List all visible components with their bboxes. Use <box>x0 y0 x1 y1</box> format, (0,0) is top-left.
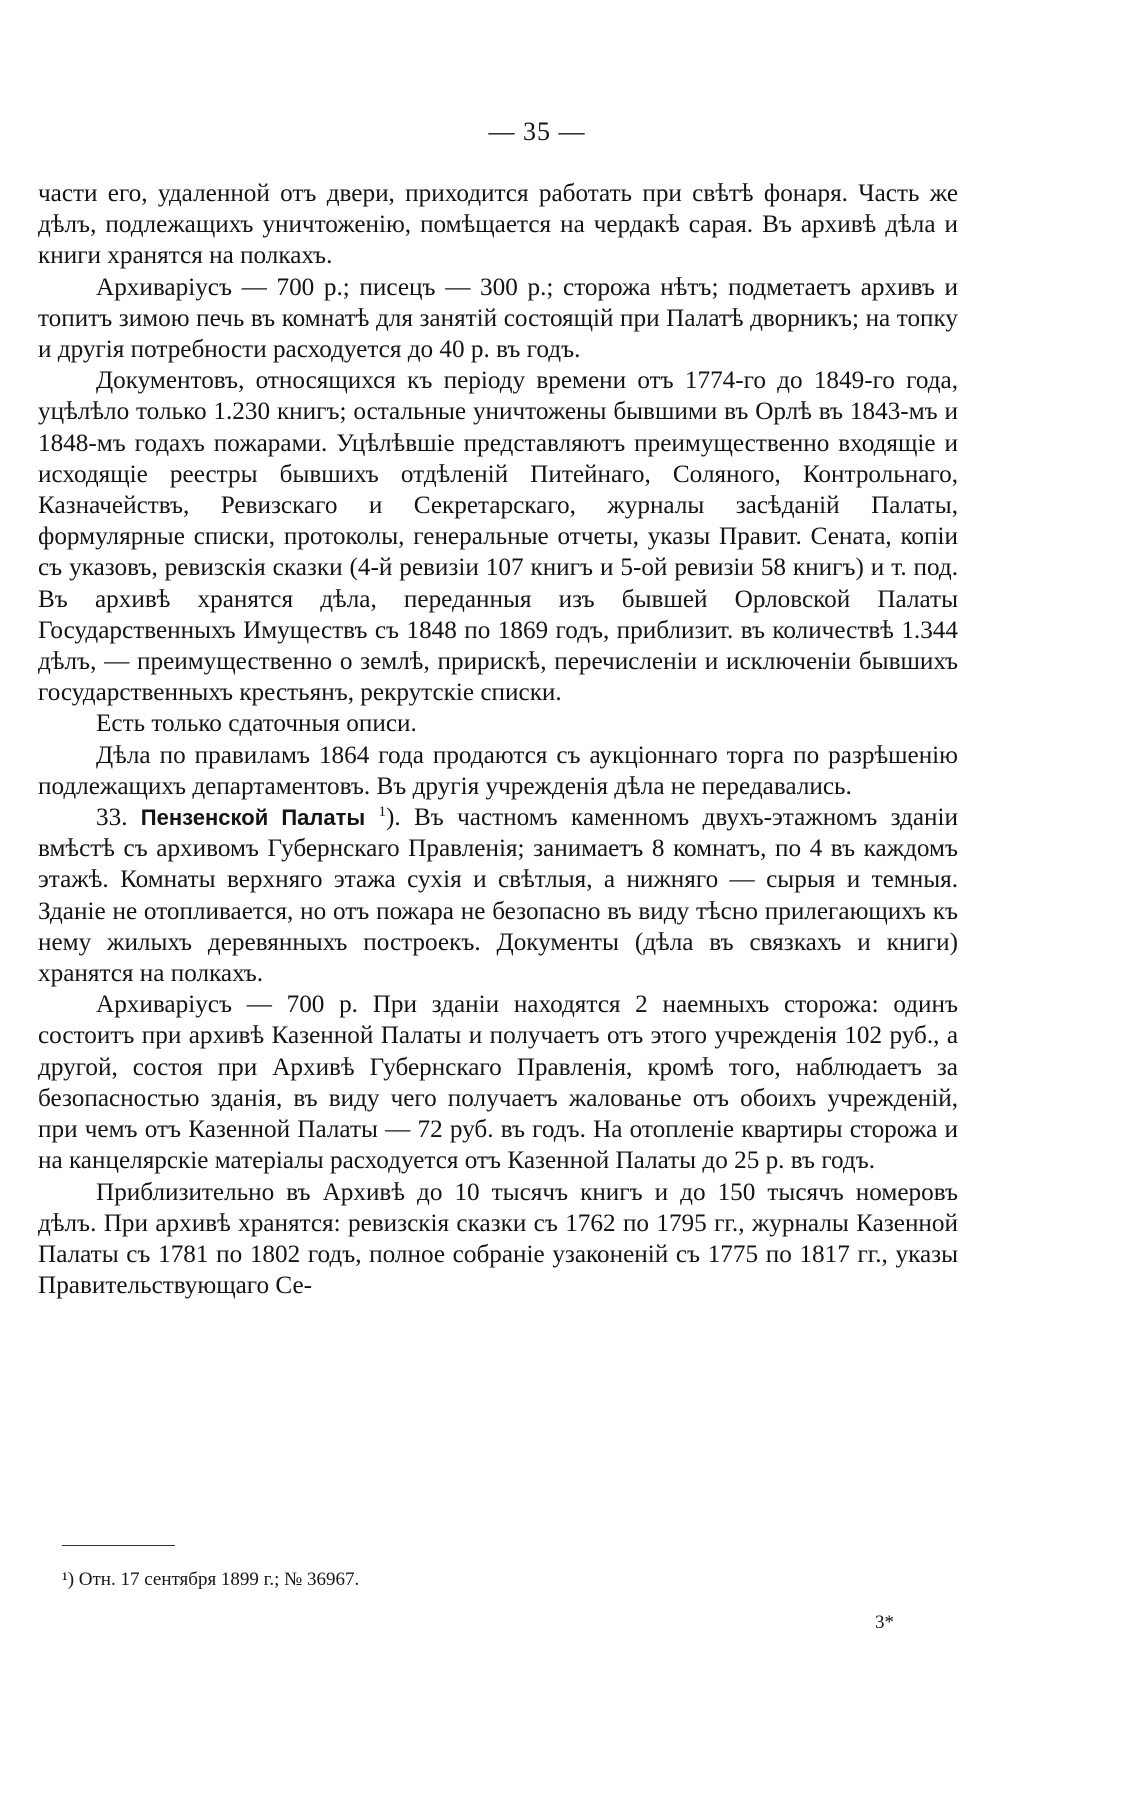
signature-mark: 3* <box>875 1612 894 1633</box>
body-text <box>38 178 958 1301</box>
paragraph-penza-staff: Архиваріусъ — 700 р. При зданіи находятся 2 наемныхъ сторожа: одинъ состоитъ при архивѣ Казенной Палаты и получаетъ отъ этого учрежденія 102 руб., а другой, состоя при Архивѣ Губернскаго Правленія, кромѣ того, наблюдаетъ за безопасностью зданія, въ виду чего получаетъ жалованье отъ обоихъ учрежденій, при чемъ отъ Казенной Палаты — 72 руб. въ годъ. На отопленіе квартиры сторожа и на канцелярскіе матеріалы расходуется отъ Казенной Палаты до 25 р. въ годъ. <box>38 991 958 1175</box>
paragraph-archive-staff: Архиваріусъ — 700 р.; писецъ — 300 р.; сторожа нѣтъ; подметаетъ архивъ и топитъ зимою печь въ комнатѣ для занятій состоящій при Палатѣ дворникъ; на топку и другія потребности расходуется до 40 р. въ годъ. <box>38 273 958 364</box>
footnote-divider <box>62 1545 175 1546</box>
footnote-reference: 1 <box>378 804 386 821</box>
paragraph-inventories: Есть только сдаточныя описи. <box>96 710 417 738</box>
paragraph-penza-holdings: Приблизительно въ Архивѣ до 10 тысячъ книгъ и до 150 тысячъ номеровъ дѣлъ. При архивѣ хранятся: ревизскія сказки съ 1762 по 1795 гг., журналы Казенной Палаты съ 1781 по 1802 годъ, полное собраніе узаконеній съ 1775 по 1817 гг., указы Правительствующаго Се- <box>38 1178 958 1300</box>
paragraph-archive-conditions: части его, удаленной отъ двери, приходится работать при свѣтѣ фонаря. Часть же дѣлъ, подлежащихъ уничтоженію, помѣщается на чердакѣ сарая. Въ архивѣ дѣла и книги хранятся на полкахъ. <box>38 180 958 270</box>
paragraph-penza-chamber <box>38 802 958 989</box>
paragraph-sale-rules: Дѣла по правиламъ 1864 года продаются съ аукціоннаго торга по разрѣшенію подлежащихъ департаментовъ. Въ другія учрежденія дѣла не передавались. <box>38 741 958 800</box>
page-number: — 35 — <box>488 117 586 146</box>
section-body: ). Въ частномъ каменномъ двухъ-этажномъ зданіи вмѣстѣ съ архивомъ Губернскаго Правленія; занимаетъ 8 комнатъ, по 4 въ каждомъ этажѣ. Комнаты верхняго этажа сухія и свѣтлыя, а нижняго — сырыя и темныя. Зданіе не отопливается, но отъ пожара не безопасно въ виду тѣсно прилегающихъ къ нему жилыхъ деревянныхъ построекъ. Документы (дѣла въ связкахъ и книги) хранятся на полкахъ. <box>38 804 959 988</box>
section-number: 33. <box>96 804 128 832</box>
paragraph-documents: Документовъ, относящихся къ періоду времени отъ 1774-го до 1849-го года, уцѣлѣло только 1.230 книгъ; остальные уничтожены бывшими въ Орлѣ въ 1843-мъ и 1848-мъ годахъ пожарами. Уцѣлѣвшіе представляютъ преимущественно входящіе и исходящіе реестры бывшихъ отдѣленій Питейнаго, Соляного, Контрольнаго, Казначействъ, Ревизскаго и Секретарскаго, журналы засѣданій Палаты, формулярные списки, протоколы, генеральные отчеты, указы Правит. Сената, копіи съ указовъ, ревизскія сказки (4-й ревизіи 107 книгъ и 5-ой ревизіи 58 книгъ) и т. под. Въ архивѣ хранятся дѣла, переданныя изъ бывшей Орловской Палаты Государственныхъ Имуществъ съ 1848 по 1869 годъ, приблизит. въ количествѣ 1.344 дѣлъ, — преимущественно о землѣ, приpискѣ, перечисленіи и исключеніи бывшихъ государственныхъ крестьянъ, рекрутскіе списки. <box>38 367 958 707</box>
section-heading: Пензенской Палаты <box>140 805 366 831</box>
footnote: ¹) Отн. 17 сентября 1899 г.; № 36967. <box>62 1569 360 1590</box>
